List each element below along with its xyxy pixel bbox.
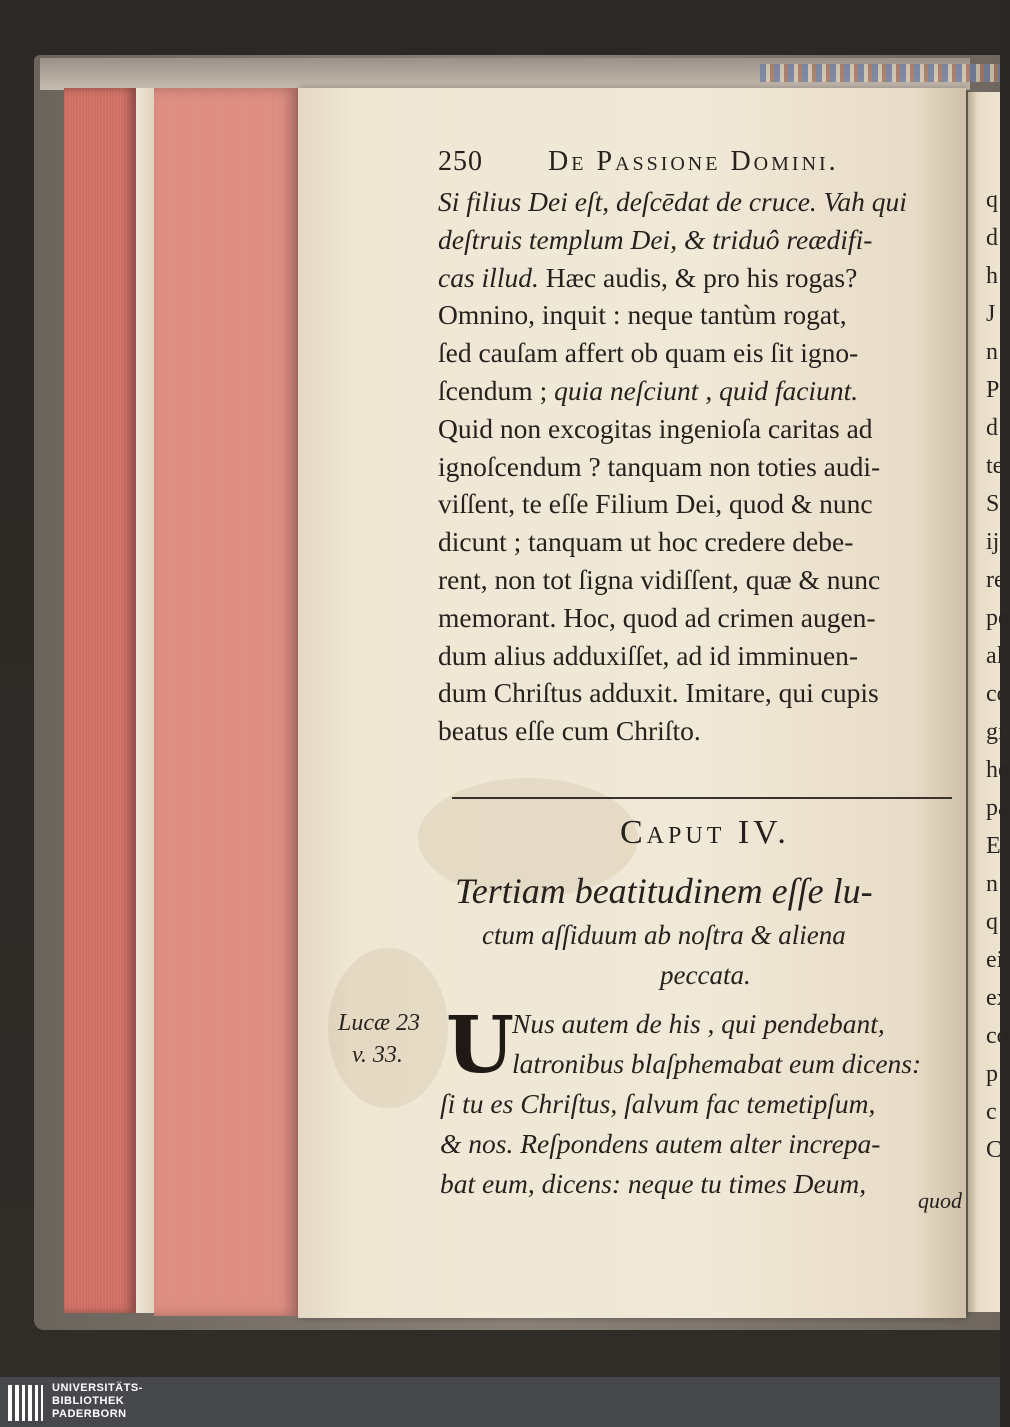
- section-rule: [452, 797, 952, 799]
- facing-page-letter: p: [986, 1061, 998, 1087]
- facing-page-letter: ho: [986, 757, 1010, 783]
- body-line: [438, 679, 879, 707]
- facing-page-letter: te: [986, 453, 1004, 479]
- body-line-text: viſſent, te eſſe Filium Dei, quod & nunc: [438, 488, 873, 520]
- facing-page-letter: pa: [986, 795, 1009, 821]
- facing-page-letter: C: [986, 1137, 1003, 1163]
- body-line-text: Si filius Dei eſt, deſcēdat de cruce. Vah qui: [438, 186, 907, 217]
- facing-page-letter: q: [986, 187, 998, 213]
- facing-page-letter: co: [986, 681, 1009, 707]
- body-line: [438, 301, 847, 329]
- body-line-text-cont: Hæc audis, & pro his rogas?: [538, 261, 858, 293]
- body-line: [438, 717, 701, 745]
- running-title: De Passione Domini.: [548, 146, 839, 177]
- body-line-text: Quid non excogitas ingenioſa caritas ad: [438, 412, 873, 444]
- body-line-text-italic: quia neſciunt , quid faciunt.: [554, 375, 859, 406]
- facing-page-letter: pe: [986, 605, 1009, 631]
- facing-page-letter: q: [986, 909, 998, 935]
- facing-page-letter: re: [986, 567, 1005, 593]
- chapter-title: Caput IV.: [620, 814, 790, 851]
- body-line: [438, 412, 873, 444]
- facing-page-letter: E: [986, 833, 1001, 859]
- running-header: [438, 146, 839, 178]
- body-line-text: Omnino, inquit : neque tantùm rogat,: [438, 299, 847, 331]
- margin-note-line-2: v. 33.: [352, 1042, 403, 1068]
- facing-page-letter: al: [986, 643, 1004, 669]
- body-line-text: dicunt ; tanquam ut hoc credere debe-: [438, 526, 854, 558]
- facing-page-edge: [968, 92, 1010, 1312]
- body-line-text: dum alius adduxiſſet, ad id imminuen-: [438, 639, 859, 671]
- facing-page-letter: h: [986, 263, 998, 289]
- chapter-heading-line-1: Tertiam beatitudinem eſſe lu-: [455, 871, 873, 911]
- facing-page-letter: ex: [986, 985, 1009, 1011]
- scripture-line: quod: [918, 1188, 962, 1213]
- body-line-text: rent, non tot ſigna vidiſſent, quæ & nunc: [438, 564, 881, 595]
- page-edges-right: [154, 88, 298, 1316]
- scripture-line: ſi tu es Chriſtus, ſalvum fac temetipſum,: [440, 1088, 876, 1119]
- facing-page-letter: P: [986, 377, 1000, 403]
- facing-page-letter: S: [986, 491, 1000, 517]
- facing-page-letter: ei: [986, 947, 1004, 973]
- library-logo-icon: [8, 1385, 44, 1421]
- body-line-text: deſtruis templum Dei, & triduô reædifi-: [438, 223, 873, 255]
- facing-page-letter: d: [986, 415, 998, 441]
- headband: [760, 64, 1000, 82]
- body-line-text: ſed cauſam affert ob quam eis ſit igno-: [438, 337, 859, 369]
- body-line: [438, 450, 881, 482]
- facing-page-letter: ij: [986, 529, 1000, 555]
- library-footer: [0, 1377, 1000, 1427]
- body-line-text: memorant. Hoc, quod ad crimen augen-: [438, 601, 876, 633]
- scripture-line: & nos. Reſpondens autem alter increpa-: [440, 1128, 881, 1159]
- chapter-heading-line-2: ctum aſſiduum ab noſtra & aliena: [482, 920, 846, 950]
- facing-page-letter: n: [986, 339, 998, 365]
- library-name-line-2: BIBLIOTHEK: [52, 1395, 125, 1407]
- margin-note-line-1: Lucæ 23: [338, 1010, 421, 1036]
- page-edges-left: [64, 88, 136, 1313]
- page-edges-gap: [136, 88, 154, 1313]
- library-name: [52, 1382, 143, 1421]
- body-line-text: ſcendum ;: [438, 375, 555, 406]
- drop-cap: U: [446, 1000, 515, 1091]
- body-line-text: beatus eſſe cum Chriſto.: [438, 715, 701, 747]
- facing-page-letter: c: [986, 1099, 997, 1125]
- scripture-line: Nus autem de his , qui pendebant,: [512, 1008, 885, 1039]
- facing-page-letter: J: [986, 301, 996, 327]
- body-line: [438, 339, 858, 367]
- body-line: [438, 261, 858, 293]
- facing-page-letter: co: [986, 1023, 1009, 1049]
- scripture-line: bat eum, dicens: neque tu times Deum,: [440, 1168, 867, 1199]
- body-line-text: ignoſcendum ? tanquam non toties audi-: [438, 450, 881, 482]
- body-line: [438, 490, 873, 518]
- library-name-line-1: UNIVERSITÄTS-: [52, 1382, 143, 1394]
- body-line-text: dum Chriſtus adduxit. Imitare, qui cupis: [438, 677, 879, 709]
- facing-page-letter: n: [986, 871, 998, 897]
- body-line: [438, 188, 907, 216]
- facing-page-letter: d: [986, 225, 998, 251]
- body-line: [438, 601, 876, 633]
- page-number: 250: [438, 146, 483, 177]
- facing-page-letter: gi: [986, 719, 1005, 745]
- body-line: [438, 566, 880, 594]
- chapter-heading-line-3: peccata.: [660, 960, 751, 990]
- body-line: [438, 223, 873, 255]
- library-name-line-3: PADERBORN: [52, 1408, 127, 1420]
- body-line-text: cas illud.: [438, 261, 539, 293]
- body-line: [438, 377, 858, 405]
- body-line: [438, 528, 853, 556]
- body-line: [438, 639, 859, 671]
- scripture-line: latronibus blaſphemabat eum dicens:: [512, 1048, 922, 1079]
